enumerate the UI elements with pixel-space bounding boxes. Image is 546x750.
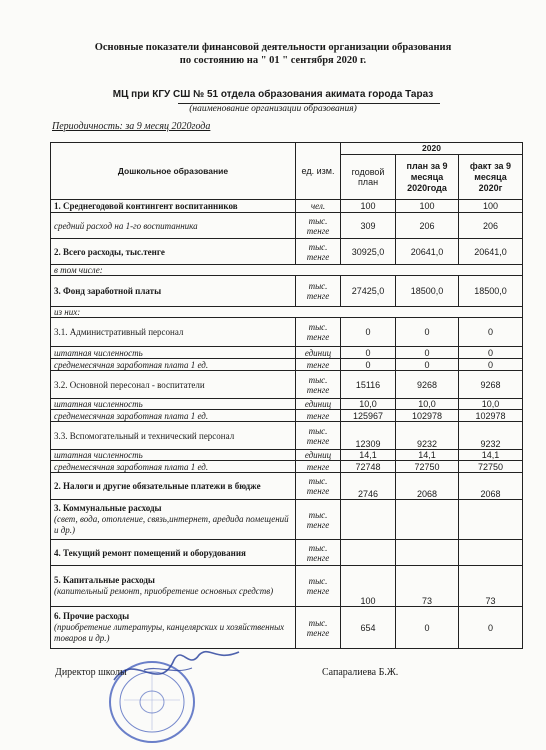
header-fact-9-months: факт за 9 месяца 2020г <box>459 155 523 200</box>
table-row: среднемесячная заработная плата 1 ед. тенге 0 0 0 <box>51 359 523 371</box>
report-title-line1: Основные показатели финансовой деятельности организации образования <box>94 42 452 53</box>
table-row: 3.2. Основной пересонал - воспитатели тыс. тенге 15116 9268 9268 <box>51 371 523 399</box>
header-plan-9-months: план за 9 месяца 2020года <box>396 155 459 200</box>
table-row: 2. Налоги и другие обязательные платежи в бюдже тыс. тенге 2746 2068 2068 <box>51 473 523 500</box>
table-row: 6. Прочие расходы (приобретение литературы, канцелярских и хозяйственных товаров и др.) тыс. тенге 654 0 0 <box>51 607 523 649</box>
table-row: 4. Текущий ремонт помещений и оборудования тыс. тенге <box>51 540 523 566</box>
director-label: Директор школы <box>55 667 127 678</box>
report-title-line2: по состоянию на " 01 " сентября 2020 г. <box>179 55 367 66</box>
organization-note: (наименование организации образования) <box>189 104 357 114</box>
table-row: 2. Всего расходы, тыс.тенге тыс. тенге 30925,0 20641,0 20641,0 <box>51 239 523 265</box>
table-row: 3.3. Вспомогательный и технический персонал тыс. тенге 12309 9232 9232 <box>51 422 523 450</box>
table-row: штатная численность единиц 0 0 0 <box>51 347 523 359</box>
table-row: штатная численность единиц 10,0 10,0 10,0 <box>51 399 523 410</box>
organization-name: МЦ при КГУ СШ № 51 отдела образования акимата города Тараз <box>112 89 434 100</box>
table-row: в том числе: <box>51 265 523 276</box>
table-row: 3. Коммунальные расходы (свет, вода, отопление, связь,интернет, аредида помещений и др.) тыс. тенге <box>51 500 523 540</box>
table-row: 5. Капитальные расходы (капительный ремонт, приобретение основных средств) тыс. тенге 100 73 73 <box>51 566 523 607</box>
official-stamp-and-signature <box>104 640 244 750</box>
financial-indicators-table <box>50 142 523 649</box>
table-row: 1. Среднегодовой контингент воспитанников чел. 100 100 100 <box>51 200 523 213</box>
table-row: средний расход на 1-го воспитанника тыс. тенге 309 206 206 <box>51 213 523 239</box>
header-category: Дошкольное образование <box>51 143 296 200</box>
table-row: штатная численность единиц 14,1 14,1 14,1 <box>51 450 523 461</box>
header-annual-plan: годовой план <box>341 155 396 200</box>
table-row: 3.1. Административный персонал тыс. тенге 0 0 0 <box>51 318 523 347</box>
table-row: среднемесячная заработная плата 1 ед. тенге 125967 102978 102978 <box>51 410 523 422</box>
table-row: 3. Фонд заработной платы тыс. тенге 27425,0 18500,0 18500,0 <box>51 276 523 307</box>
table-row: из них: <box>51 307 523 318</box>
header-year: 2020 <box>341 143 523 155</box>
header-unit: ед. изм. <box>296 143 341 200</box>
table-row: среднемесячная заработная плата 1 ед. тенге 72748 72750 72750 <box>51 461 523 473</box>
periodicity: Периодичность: за 9 месяц 2020года <box>52 121 211 132</box>
director-name: Сапаралиева Б.Ж. <box>322 667 399 678</box>
